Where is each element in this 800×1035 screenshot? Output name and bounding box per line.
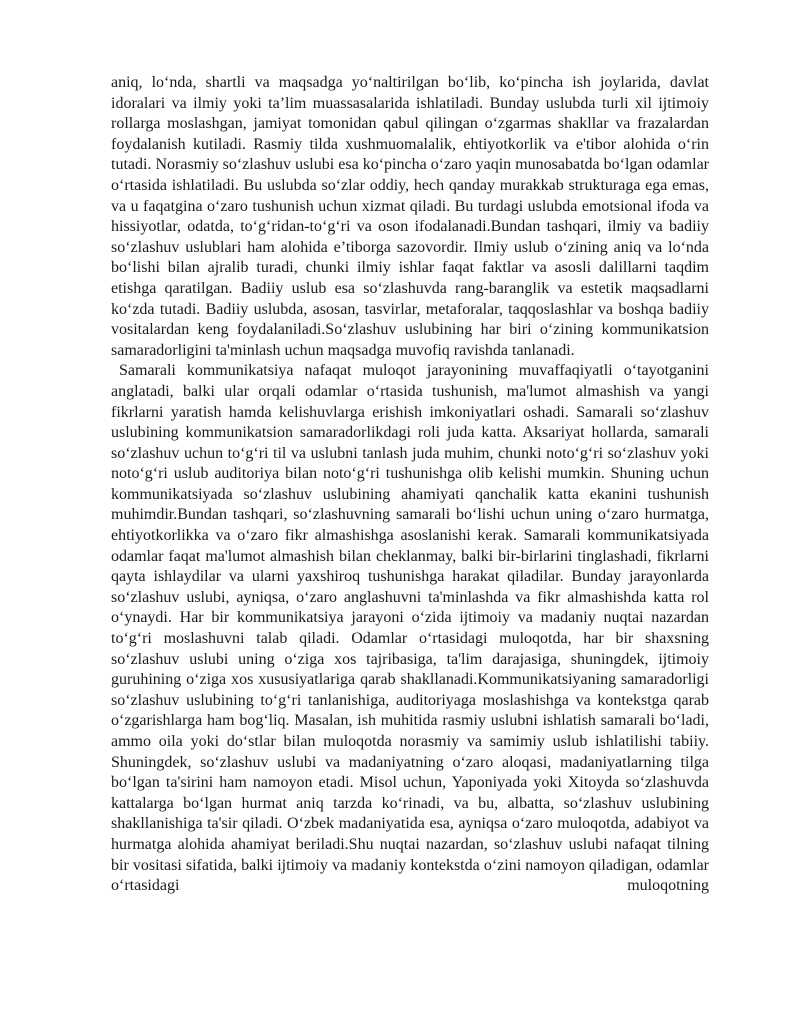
document-page (111, 73, 709, 897)
body-paragraph-1: aniq, lo‘nda, shartli va maqsadga yo‘naltirilgan bo‘lib, ko‘pincha ish joylarida, davlat idoralari va ilmiy yoki ta’lim muassasalarida ishlatiladi. Bunday uslubda turli xil ijtimoiy rollarga moslashgan, jamiyat tomonidan qabul qilingan o‘zgarmas shakllar va frazalardan foydalanish kutiladi. Rasmiy tilda xushmuomalalik, ehtiyotkorlik va e'tibor alohida o‘rin tutadi. Norasmiy so‘zlashuv uslubi esa ko‘pincha o‘zaro yaqin munosabatda bo‘lgan odamlar o‘rtasida ishlatiladi. Bu uslubda so‘zlar oddiy, hech qanday murakkab strukturaga ega emas, va u faqatgina o‘zaro tushunish uchun xizmat qiladi. Bu turdagi uslubda emotsional ifoda va hissiyotlar, odatda, to‘g‘ridan-to‘g‘ri va oson ifodalanadi.Bundan tashqari, ilmiy va badiiy so‘zlashuv uslublari ham alohida e’tiborga sazovordir. Ilmiy uslub o‘zining aniq va lo‘nda bo‘lishi bilan ajralib turadi, chunki ilmiy ishlar faqat faktlar va asosli dalillarni taqdim etishga qaratilgan. Badiiy uslub esa so‘zlashuvda rang-baranglik va estetik maqsadlarni ko‘zda tutadi. Badiiy uslubda, asosan, tasvirlar, metaforalar, taqqoslashlar va boshqa badiiy vositalardan keng foydalaniladi.So‘zlashuv uslubining har biri o‘zining kommunikatsion samaradorligini ta'minlash uchun maqsadga muvofiq ravishda tanlanadi. (111, 74, 709, 359)
body-paragraph-2: Samarali kommunikatsiya nafaqat muloqot jarayonining muvaffaqiyatli o‘tayotganini anglatadi, balki ular orqali odamlar o‘rtasida tushunish, ma'lumot almashish va yangi fikrlarni yaratish hamda kelishuvlarga erishish imkoniyatlari oshadi. Samarali so‘zlashuv uslubining kommunikatsion samaradorlikdagi roli juda katta. Aksariyat hollarda, samarali so‘zlashuv uchun to‘g‘ri til va uslubni tanlash juda muhim, chunki noto‘g‘ri so‘zlashuv yoki noto‘g‘ri uslub auditoriya bilan noto‘g‘ri tushunishga olib kelishi mumkin. Shuning uchun kommunikatsiyada so‘zlashuv uslubining ahamiyati qanchalik katta ekanini tushunish muhimdir.Bundan tashqari, so‘zlashuvning samarali bo‘lishi uchun uning o‘zaro hurmatga, ehtiyotkorlikka va o‘zaro fikr almashishga asoslanishi kerak. Samarali kommunikatsiyada odamlar faqat ma'lumot almashish bilan cheklanmay, balki bir-birlarini tinglashadi, fikrlarni qayta ishlaydilar va ularni yaxshiroq tushunishga harakat qiladilar. Bunday jarayonlarda so‘zlashuv uslubi, ayniqsa, o‘zaro anglashuvni ta'minlashda va fikr almashishda katta rol o‘ynaydi. Har bir kommunikatsiya jarayoni o‘zida ijtimoiy va madaniy nuqtai nazardan to‘g‘ri moslashuvni talab qiladi. Odamlar o‘rtasidagi muloqotda, har bir shaxsning so‘zlashuv uslubi uning o‘ziga xos tajribasiga, ta'lim darajasiga, shuningdek, ijtimoiy guruhining o‘ziga xos xususiyatlariga qarab shakllanadi.Kommunikatsiyaning samaradorligi so‘zlashuv uslubining to‘g‘ri tanlanishiga, auditoriyaga moslashishga va kontekstga qarab o‘zgarishlarga ham bog‘liq. Masalan, ish muhitida rasmiy uslubni ishlatish samarali bo‘ladi, ammo oila yoki do‘stlar bilan muloqotda norasmiy va samimiy uslub ishlatilishi tabiiy. Shuningdek, so‘zlashuv uslubi va madaniyatning o‘zaro aloqasi, madaniyatlarning tilga bo‘lgan ta'sirini ham namoyon etadi. Misol uchun, Yaponiyada yoki Xitoyda so‘zlashuvda kattalarga bo‘lgan hurmat aniq tarzda ko‘rinadi, va bu, albatta, so‘zlashuv uslubining shakllanishiga ta'sir qiladi. O‘zbek madaniyatida esa, ayniqsa o‘zaro muloqotda, adabiyot va hurmatga alohida ahamiyat beriladi.Shu nuqtai nazardan, so‘zlashuv uslubi nafaqat tilning bir vositasi sifatida, balki ijtimoiy va madaniy kontekstda o‘zini namoyon qiladigan, odamlar o‘rtasidagi muloqotning (111, 362, 709, 895)
